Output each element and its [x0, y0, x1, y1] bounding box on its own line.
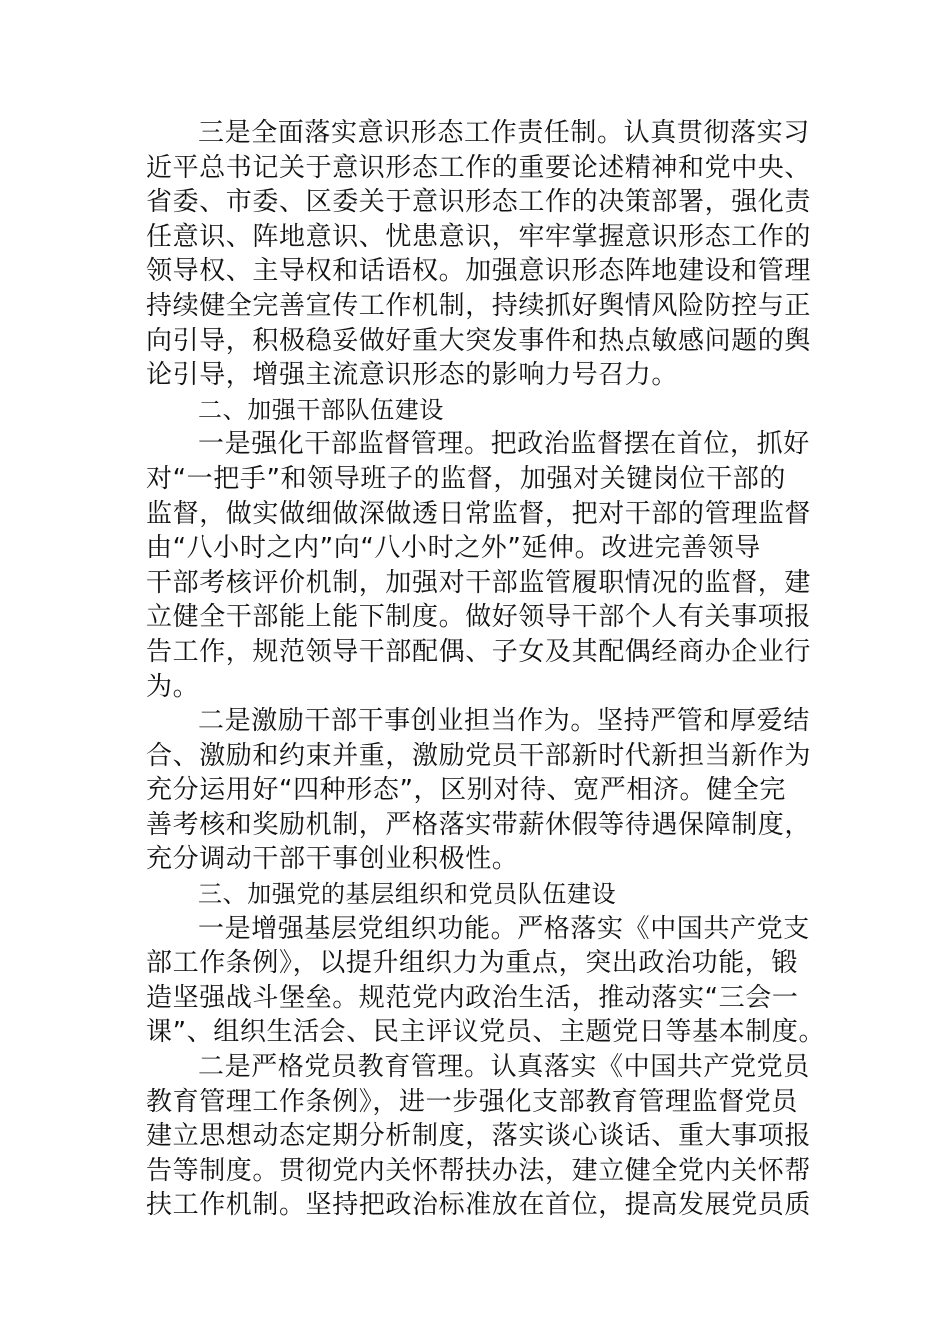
paragraph-line: 造坚强战斗堡垒。规范党内政治生活，推动落实“三会一	[146, 982, 799, 1013]
paragraph-line: 向引导，积极稳妥做好重大突发事件和热点敏感问题的舆	[146, 325, 812, 356]
paragraph-line: 对“一把手”和领导班子的监督，加强对关键岗位干部的	[146, 463, 786, 494]
paragraph-line: 部工作条例》，以提升组织力为重点，突出政治功能，锻	[146, 948, 799, 979]
paragraph-line: 领导权、主导权和话语权。加强意识形态阵地建设和管理	[146, 256, 812, 287]
paragraph-line: 充分调动干部干事创业积极性。	[146, 844, 519, 875]
paragraph-line: 为。	[146, 671, 200, 702]
paragraph-line: 由“八小时之内”向“八小时之外”延伸。改进完善领导	[146, 533, 761, 564]
paragraph-line: 教育管理工作条例》，进一步强化支部教育管理监督党员	[146, 1086, 799, 1117]
section-heading: 二、加强干部队伍建设	[198, 395, 444, 424]
paragraph-line: 课”、组织生活会、民主评议党员、主题党日等基本制度。	[146, 1017, 826, 1048]
paragraph-line: 近平总书记关于意识形态工作的重要论述精神和党中央、	[146, 152, 812, 183]
paragraph-line: 合、激励和约束并重，激励党员干部新时代新担当新作为	[146, 740, 812, 771]
paragraph-line: 充分运用好“四种形态”，区别对待、宽严相济。健全完	[146, 775, 786, 806]
paragraph-line: 一是强化干部监督管理。把政治监督摆在首位，抓好	[198, 429, 810, 460]
paragraph-line: 干部考核评价机制，加强对干部监管履职情况的监督，建	[146, 567, 812, 598]
paragraph-line: 论引导，增强主流意识形态的影响力号召力。	[146, 360, 679, 391]
paragraph-line: 二是严格党员教育管理。认真落实《中国共产党党员	[198, 1052, 810, 1083]
paragraph-line: 建立思想动态定期分析制度，落实谈心谈话、重大事项报	[146, 1121, 812, 1152]
paragraph-line: 立健全干部能上能下制度。做好领导干部个人有关事项报	[146, 602, 812, 633]
paragraph-line: 省委、市委、区委关于意识形态工作的决策部署，强化责	[146, 187, 812, 218]
section-heading: 三、加强党的基层组织和党员队伍建设	[198, 880, 617, 909]
paragraph-line: 任意识、阵地意识、忧患意识，牢牢掌握意识形态工作的	[146, 221, 812, 252]
paragraph-line: 二是激励干部干事创业担当作为。坚持严管和厚爱结	[198, 706, 810, 737]
paragraph-line: 监督，做实做细做深做透日常监督，把对干部的管理监督	[146, 498, 812, 529]
paragraph-line: 告工作，规范领导干部配偶、子女及其配偶经商办企业行	[146, 636, 812, 667]
paragraph-line: 一是增强基层党组织功能。严格落实《中国共产党支	[198, 913, 810, 944]
document-body	[146, 116, 826, 1223]
paragraph-line: 告等制度。贯彻党内关怀帮扶办法，建立健全党内关怀帮	[146, 1155, 812, 1186]
paragraph-line: 持续健全完善宣传工作机制，持续抓好舆情风险防控与正	[146, 290, 812, 321]
paragraph-line: 扶工作机制。坚持把政治标准放在首位，提高发展党员质	[146, 1190, 812, 1221]
paragraph-line: 善考核和奖励机制，严格落实带薪休假等待遇保障制度，	[146, 809, 812, 840]
paragraph-line: 三是全面落实意识形态工作责任制。认真贯彻落实习	[198, 118, 810, 148]
